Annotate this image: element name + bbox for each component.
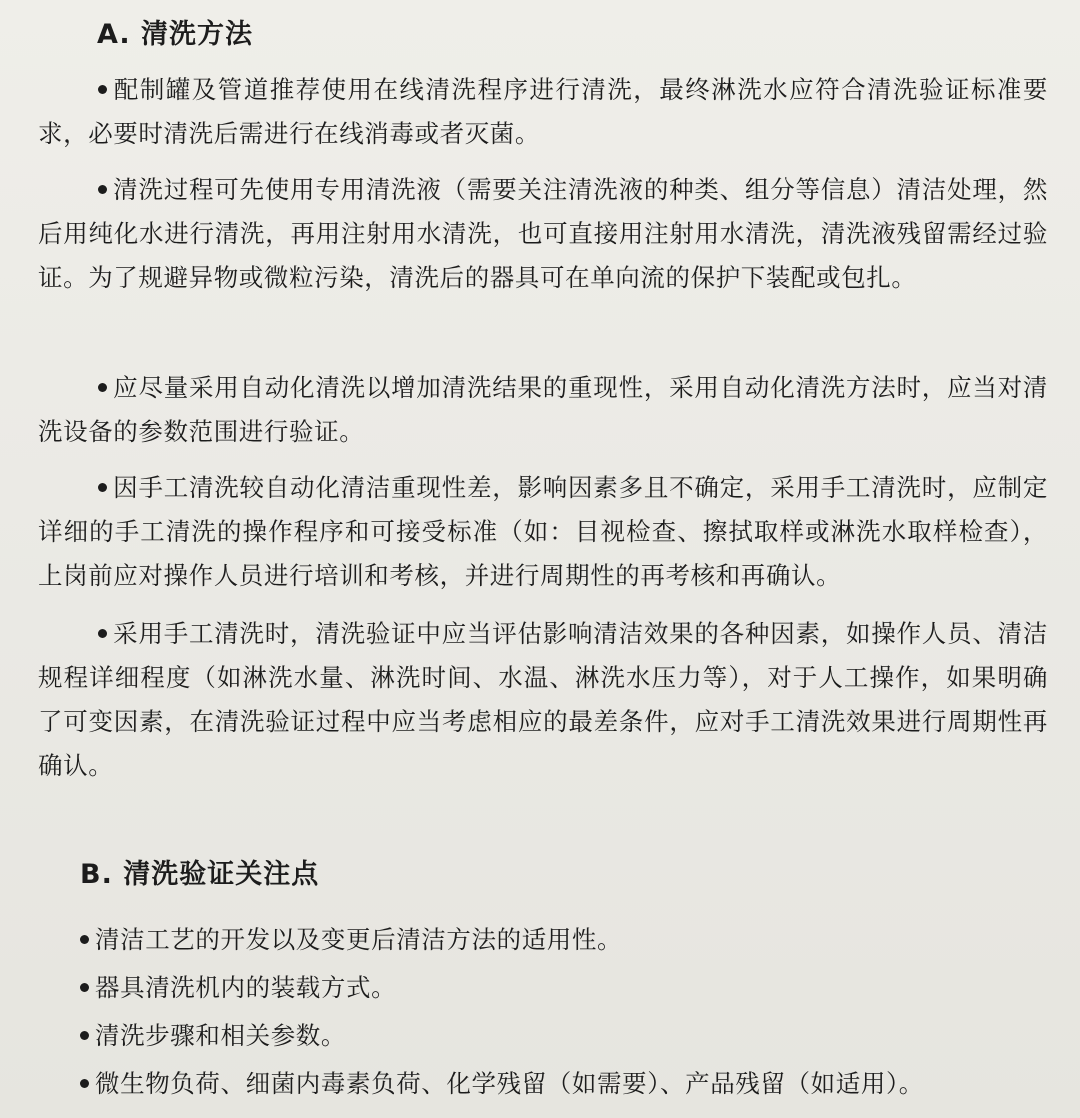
list-item	[80, 1014, 346, 1058]
section-a-paragraph	[38, 68, 1048, 156]
list-item-text: 微生物负荷、细菌内毒素负荷、化学残留（如需要）、产品残留（如适用）。	[95, 1069, 924, 1098]
paragraph-text: 应尽量采用自动化清洗以增加清洗结果的重现性，采用自动化清洗方法时，应当对清洗设备的参数范围进行验证。	[38, 373, 1048, 446]
section-a-paragraph	[38, 366, 1048, 454]
paragraph-text: 配制罐及管道推荐使用在线清洗程序进行清洗，最终淋洗水应符合清洗验证标准要求，必要时清洗后需进行在线消毒或者灭菌。	[38, 75, 1048, 148]
bullet-icon	[80, 1079, 89, 1088]
list-item	[80, 1062, 924, 1106]
paragraph-text: 因手工清洗较自动化清洁重现性差，影响因素多且不确定，采用手工清洗时，应制定详细的手工清洗的操作程序和可接受标准（如：目视检查、擦拭取样或淋洗水取样检查），上岗前应对操作人员进行培训和考核，并进行周期性的再考核和再确认。	[38, 473, 1048, 590]
paragraph-text: 采用手工清洗时，清洗验证中应当评估影响清洁效果的各种因素，如操作人员、清洁规程详细程度（如淋洗水量、淋洗时间、水温、淋洗水压力等），对于人工操作，如果明确了可变因素，在清洗验证过程中应当考虑相应的最差条件，应对手工清洗效果进行周期性再确认。	[38, 619, 1048, 780]
bullet-icon	[80, 1031, 89, 1040]
section-a-heading: A. 清洗方法	[97, 19, 254, 50]
section-a-paragraph	[38, 612, 1048, 788]
bullet-icon	[98, 383, 107, 392]
bullet-icon	[98, 483, 107, 492]
list-item	[80, 966, 396, 1010]
section-b-heading: B. 清洗验证关注点	[80, 859, 320, 890]
list-item-text: 清洗步骤和相关参数。	[95, 1021, 346, 1050]
bullet-icon	[98, 185, 107, 194]
bullet-icon	[80, 935, 89, 944]
list-item	[80, 918, 622, 962]
section-a-paragraph	[38, 168, 1048, 300]
list-item-text: 器具清洗机内的装载方式。	[95, 973, 397, 1002]
bullet-icon	[98, 85, 107, 94]
bullet-icon	[80, 983, 89, 992]
list-item-text: 清洁工艺的开发以及变更后清洁方法的适用性。	[95, 925, 623, 954]
section-a-paragraph	[38, 466, 1048, 598]
paragraph-text: 清洗过程可先使用专用清洗液（需要关注清洗液的种类、组分等信息）清洁处理，然后用纯化水进行清洗，再用注射用水清洗，也可直接用注射用水清洗，清洗液残留需经过验证。为了规避异物或微粒污染，清洗后的器具可在单向流的保护下装配或包扎。	[38, 175, 1048, 292]
bullet-icon	[98, 629, 107, 638]
